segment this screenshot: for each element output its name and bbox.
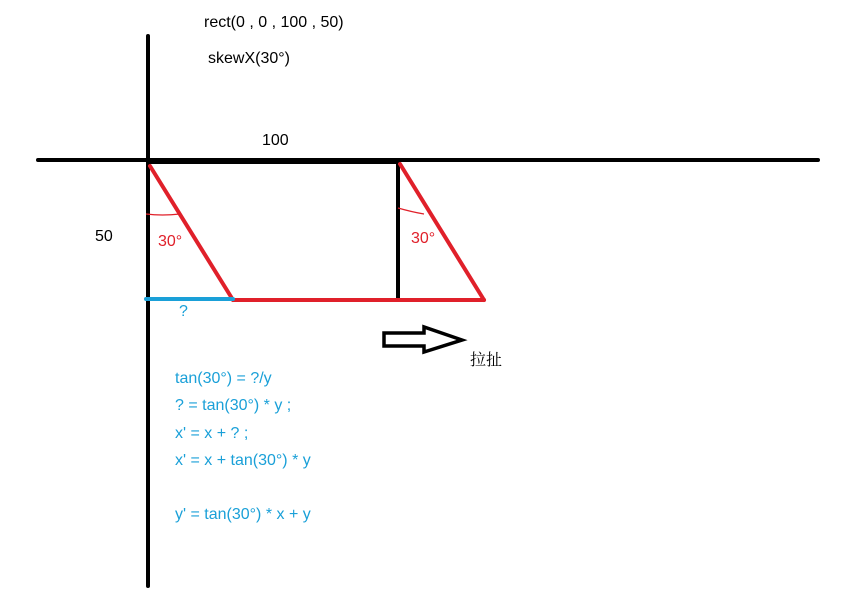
formula-line-2: ? = tan(30°) * y ; bbox=[175, 397, 292, 414]
formula-line-3: x' = x + ? ; bbox=[175, 425, 249, 442]
height-label: 50 bbox=[95, 228, 113, 245]
stretch-arrow-icon bbox=[384, 327, 462, 352]
formula-line-1: tan(30°) = ?/y bbox=[175, 370, 272, 387]
left-angle-arc bbox=[146, 214, 180, 215]
formula-line-4: x' = x + tan(30°) * y bbox=[175, 452, 311, 469]
transform-label: skewX(30°) bbox=[208, 50, 290, 67]
offset-unknown-label: ? bbox=[179, 303, 188, 320]
rect-call-label: rect(0 , 0 , 100 , 50) bbox=[204, 14, 344, 31]
width-label: 100 bbox=[262, 132, 289, 149]
right-angle-label: 30° bbox=[411, 230, 436, 247]
arrow-label: 拉扯 bbox=[470, 352, 503, 369]
left-angle-label: 30° bbox=[158, 233, 183, 250]
right-angle-arc bbox=[398, 208, 424, 214]
formula-line-5: y' = tan(30°) * x + y bbox=[175, 506, 311, 523]
